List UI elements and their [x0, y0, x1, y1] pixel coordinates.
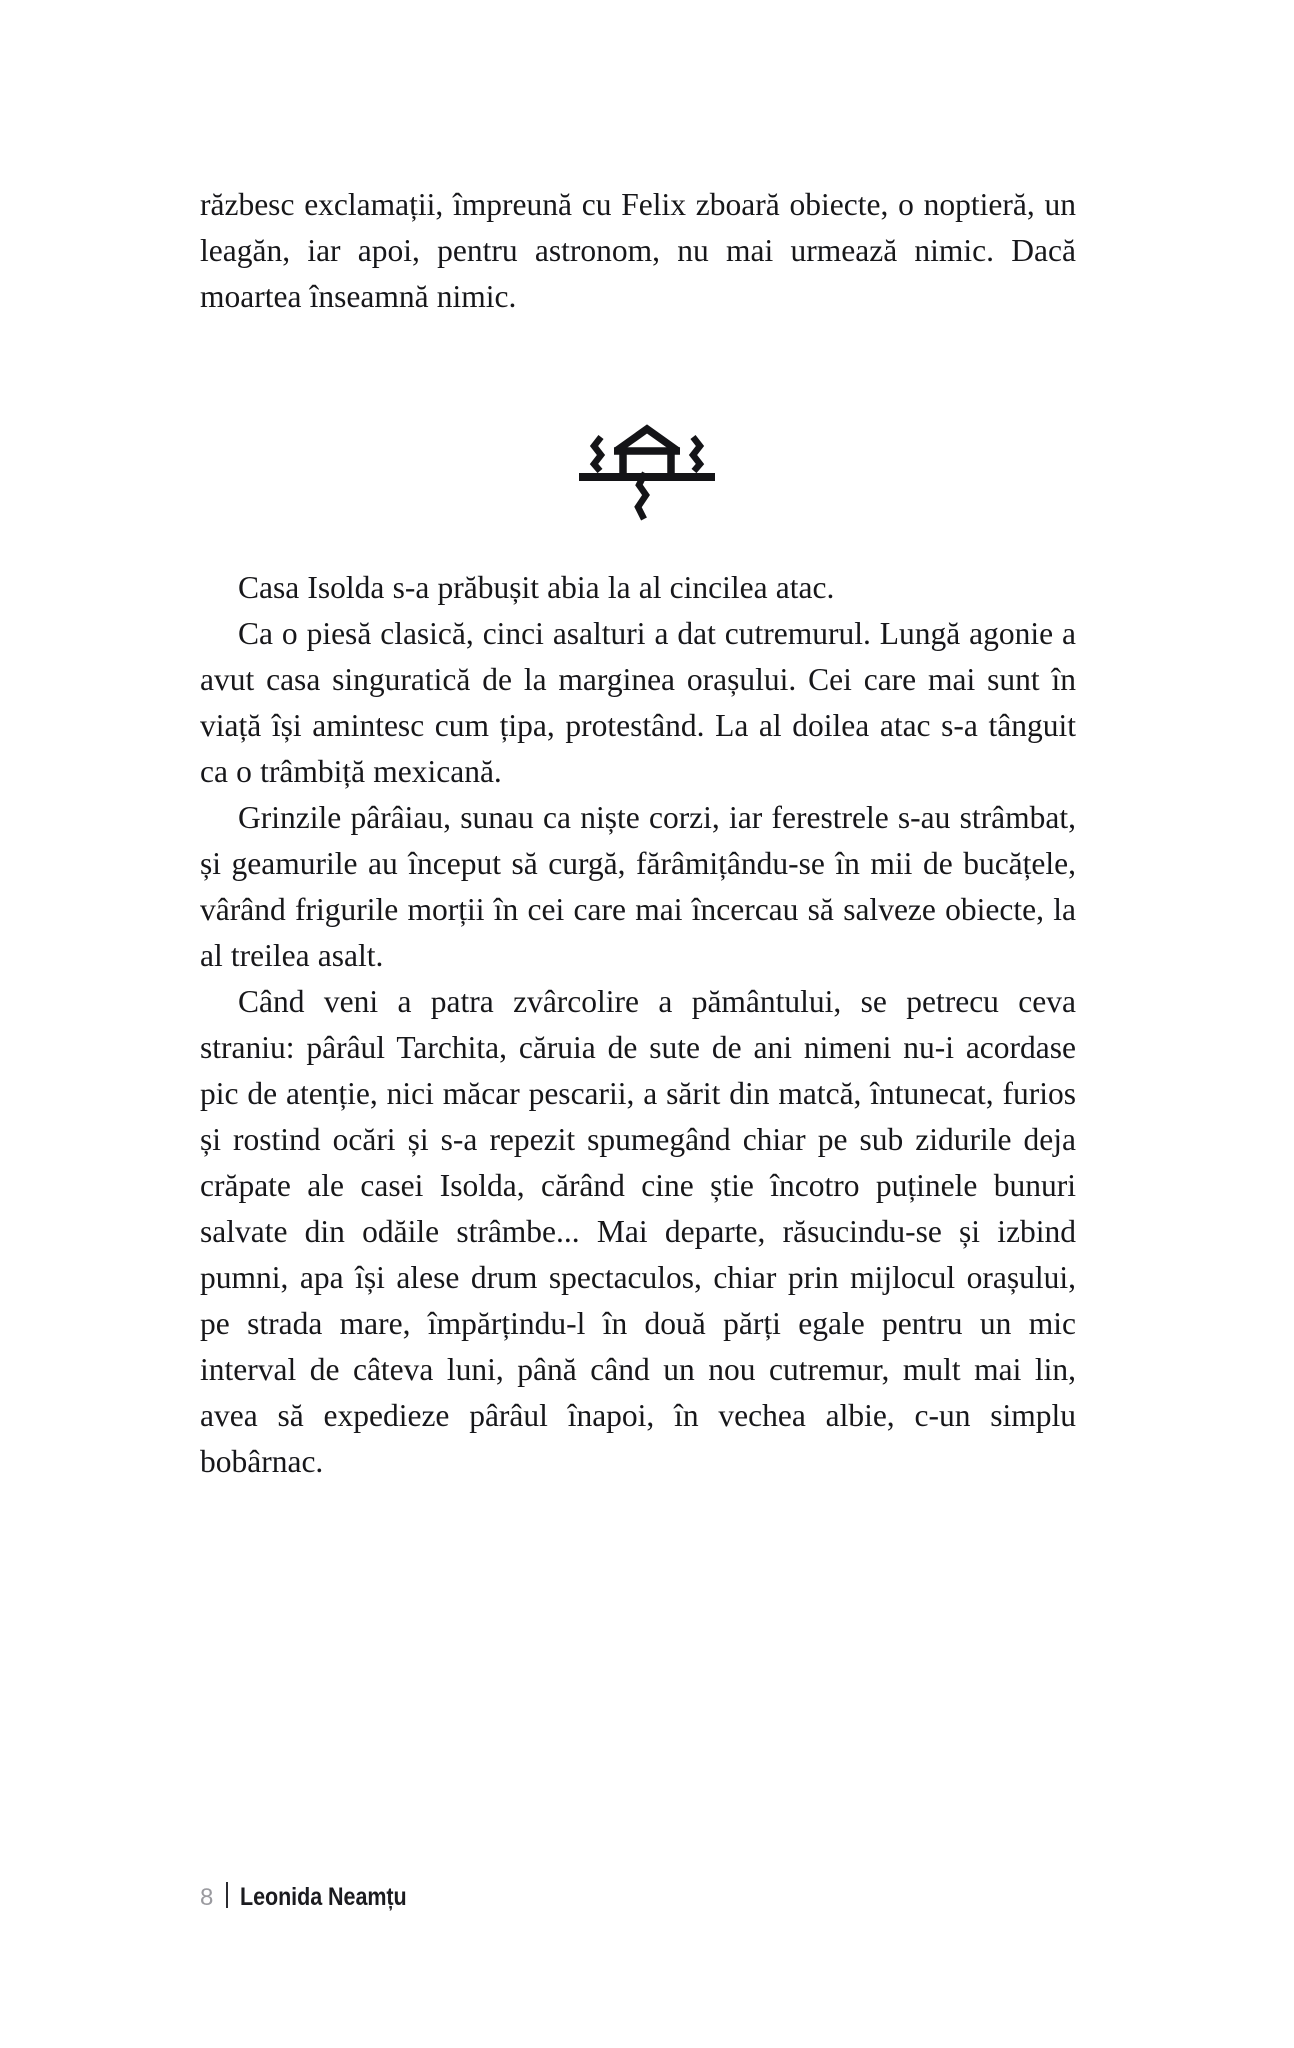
- page-footer: [200, 1879, 434, 1910]
- footer-page-number: 8: [200, 1884, 214, 1911]
- footer-divider: [226, 1882, 228, 1908]
- paragraph-grinzile: Grinzile pârâiau, sunau ca niște corzi, iar ferestrele s-au strâmbat, și geamurile au început să curgă, fărâmițându-se în mii de bucățele, vârând frigurile morții în cei care mai încercau să salveze obiecte, la al treilea asalt.: [200, 800, 1076, 973]
- paragraph-casa-isolda: Casa Isolda s-a prăbușit abia la al cincilea atac.: [238, 570, 835, 605]
- section-ornament: [0, 415, 1294, 525]
- footer-author-name: Leonida Neamțu: [239, 1883, 407, 1911]
- paragraph-piesa-clasica: Ca o piesă clasică, cinci asalturi a dat cutremurul. Lungă agonie a avut casa singuratică de la marginea orașului. Cei care mai sunt în viață își amintesc cum țipa, protestând. La al doilea atac s-a tânguit ca o trâmbiță mexicană.: [200, 616, 1076, 789]
- text-column: [200, 182, 1076, 1485]
- house-earthquake-icon: [573, 415, 721, 525]
- paragraph-continued: răzbesc exclamații, împreună cu Felix zboară obiecte, o noptieră, un leagăn, iar apoi, pentru astronom, nu mai urmează nimic. Dacă moartea înseamnă nimic.: [200, 187, 1076, 314]
- paragraph-cand-veni: Când veni a patra zvârcolire a pământului, se petrecu ceva straniu: pârâul Tarchita, căruia de sute de ani nimeni nu-i acordase pic de atenție, nici măcar pescarii, a sărit din matcă, întunecat, furios și rostind ocări și s-a repezit spumegând chiar pe sub zidurile deja crăpate ale casei Isolda, cărând cine știe încotro puținele bunuri salvate din odăile strâmbe... Mai departe, răsucindu-se și izbind pumni, apa își alese drum spectaculos, chiar prin mijlocul orașului, pe strada mare, împărțindu-l în două părți egale pentru un mic interval de câteva luni, până când un nou cutremur, mult mai lin, avea să expedieze pârâul înapoi, în vechea albie, c-un simplu bobârnac.: [200, 984, 1076, 1479]
